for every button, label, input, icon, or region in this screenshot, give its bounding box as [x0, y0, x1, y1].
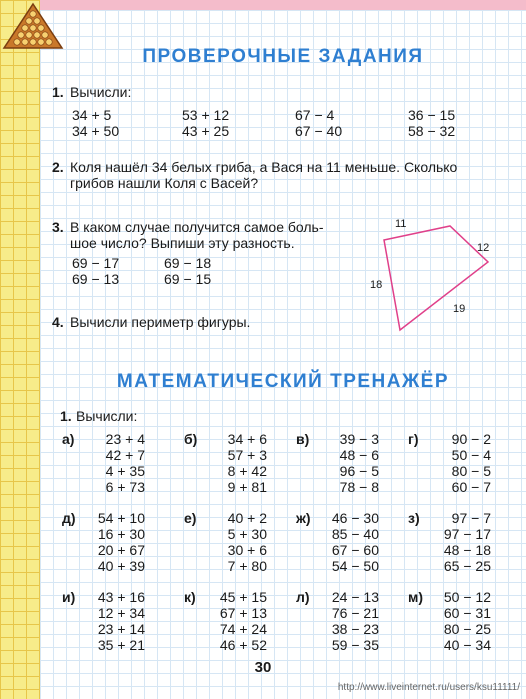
task-number: 1.	[52, 84, 64, 100]
side-length-label: 18	[370, 279, 383, 291]
group-label: и)	[62, 589, 76, 605]
task-text: грибов нашли Коля с Васей?	[70, 175, 259, 191]
section-title-math-trainer: МАТЕМАТИЧЕСКИЙ ТРЕНАЖЁР	[116, 371, 450, 392]
side-length-label: 12	[477, 242, 490, 254]
expression: 74 + 24	[219, 621, 267, 637]
task-text: Вычисли:	[76, 408, 138, 424]
group-label: а)	[62, 431, 75, 447]
expression: 85 − 40	[331, 526, 379, 542]
expression: 7 + 80	[227, 558, 267, 574]
expression: 67 + 13	[219, 605, 267, 621]
side-length-label: 19	[453, 303, 466, 315]
expression: 78 − 8	[339, 479, 379, 495]
expression: 54 + 10	[97, 510, 145, 526]
expression: 50 − 4	[451, 447, 491, 463]
task-text: шое число? Выпиши эту разность.	[70, 235, 295, 251]
expression: 58 − 32	[408, 123, 456, 139]
group-label: г)	[408, 431, 419, 447]
expression: 30 + 6	[227, 542, 267, 558]
margin-grid-strip	[0, 0, 40, 699]
expression: 53 + 12	[182, 107, 230, 123]
expression: 96 − 5	[339, 463, 379, 479]
expression: 54 − 50	[331, 558, 379, 574]
expression: 60 − 7	[451, 479, 491, 495]
top-pink-band	[40, 0, 526, 10]
pyramid-logo-icon	[2, 2, 64, 50]
expression: 36 − 15	[408, 107, 456, 123]
expression: 38 − 23	[331, 621, 379, 637]
expression: 65 − 25	[443, 558, 491, 574]
expression: 48 − 6	[339, 447, 379, 463]
group-label: в)	[296, 431, 310, 447]
expression: 59 − 35	[331, 637, 379, 653]
section-title-check-tasks: ПРОВЕРОЧНЫЕ ЗАДАНИЯ	[142, 46, 424, 67]
expression: 48 − 18	[443, 542, 491, 558]
expression: 4 + 35	[105, 463, 145, 479]
expression: 97 − 17	[443, 526, 491, 542]
quadrilateral-figure	[360, 210, 500, 340]
expression: 34 + 5	[72, 107, 112, 123]
expression: 67 − 60	[331, 542, 379, 558]
expression: 57 + 3	[227, 447, 267, 463]
task-number: 1.	[60, 408, 72, 424]
page-number: 30	[254, 659, 272, 676]
expression: 40 − 34	[443, 637, 491, 653]
expression: 34 + 50	[72, 123, 120, 139]
expression: 42 + 7	[105, 447, 145, 463]
expression: 23 + 14	[97, 621, 145, 637]
expression: 76 − 21	[331, 605, 379, 621]
task-number: 3.	[52, 219, 64, 235]
expression: 8 + 42	[227, 463, 267, 479]
group-label: е)	[184, 510, 197, 526]
expression: 39 − 3	[339, 431, 379, 447]
task-text: В каком случае получится самое боль-	[70, 219, 324, 235]
expression: 90 − 2	[451, 431, 491, 447]
expression: 50 − 12	[443, 589, 491, 605]
group-label: к)	[184, 589, 196, 605]
group-label: ж)	[296, 510, 311, 526]
expression: 60 − 31	[443, 605, 491, 621]
group-label: д)	[62, 510, 76, 526]
expression: 24 − 13	[331, 589, 379, 605]
group-label: л)	[296, 589, 310, 605]
expression: 5 + 30	[227, 526, 267, 542]
group-label: з)	[408, 510, 420, 526]
expression: 20 + 67	[97, 542, 145, 558]
expression: 46 − 30	[331, 510, 379, 526]
expression: 45 + 15	[219, 589, 267, 605]
side-length-label: 11	[395, 218, 407, 230]
expression: 43 + 16	[97, 589, 145, 605]
expression: 6 + 73	[105, 479, 145, 495]
expression: 69 − 15	[164, 271, 212, 287]
task-text: Коля нашёл 34 белых гриба, а Вася на 11 меньше. Сколько	[70, 159, 458, 175]
expression: 23 + 4	[105, 431, 145, 447]
expression: 34 + 6	[227, 431, 267, 447]
expression: 80 − 5	[451, 463, 491, 479]
expression: 9 + 81	[227, 479, 267, 495]
expression: 46 + 52	[219, 637, 267, 653]
task-text: Вычисли периметр фигуры.	[70, 314, 251, 330]
expression: 67 − 4	[295, 107, 335, 123]
expression: 43 + 25	[182, 123, 230, 139]
expression: 69 − 18	[164, 255, 212, 271]
group-label: б)	[184, 431, 198, 447]
expression: 40 + 2	[227, 510, 267, 526]
expression: 12 + 34	[97, 605, 145, 621]
expression: 97 − 7	[451, 510, 491, 526]
expression: 80 − 25	[443, 621, 491, 637]
expression: 67 − 40	[295, 123, 343, 139]
expression: 69 − 17	[72, 255, 120, 271]
task-number: 2.	[52, 159, 64, 175]
expression: 69 − 13	[72, 271, 120, 287]
task-text: Вычисли:	[70, 84, 132, 100]
expression: 40 + 39	[97, 558, 145, 574]
expression: 35 + 21	[97, 637, 145, 653]
group-label: м)	[408, 589, 424, 605]
watermark-url: http://www.liveinternet.ru/users/ksu11111/	[337, 682, 520, 693]
task-number: 4.	[52, 314, 64, 330]
expression: 16 + 30	[97, 526, 145, 542]
